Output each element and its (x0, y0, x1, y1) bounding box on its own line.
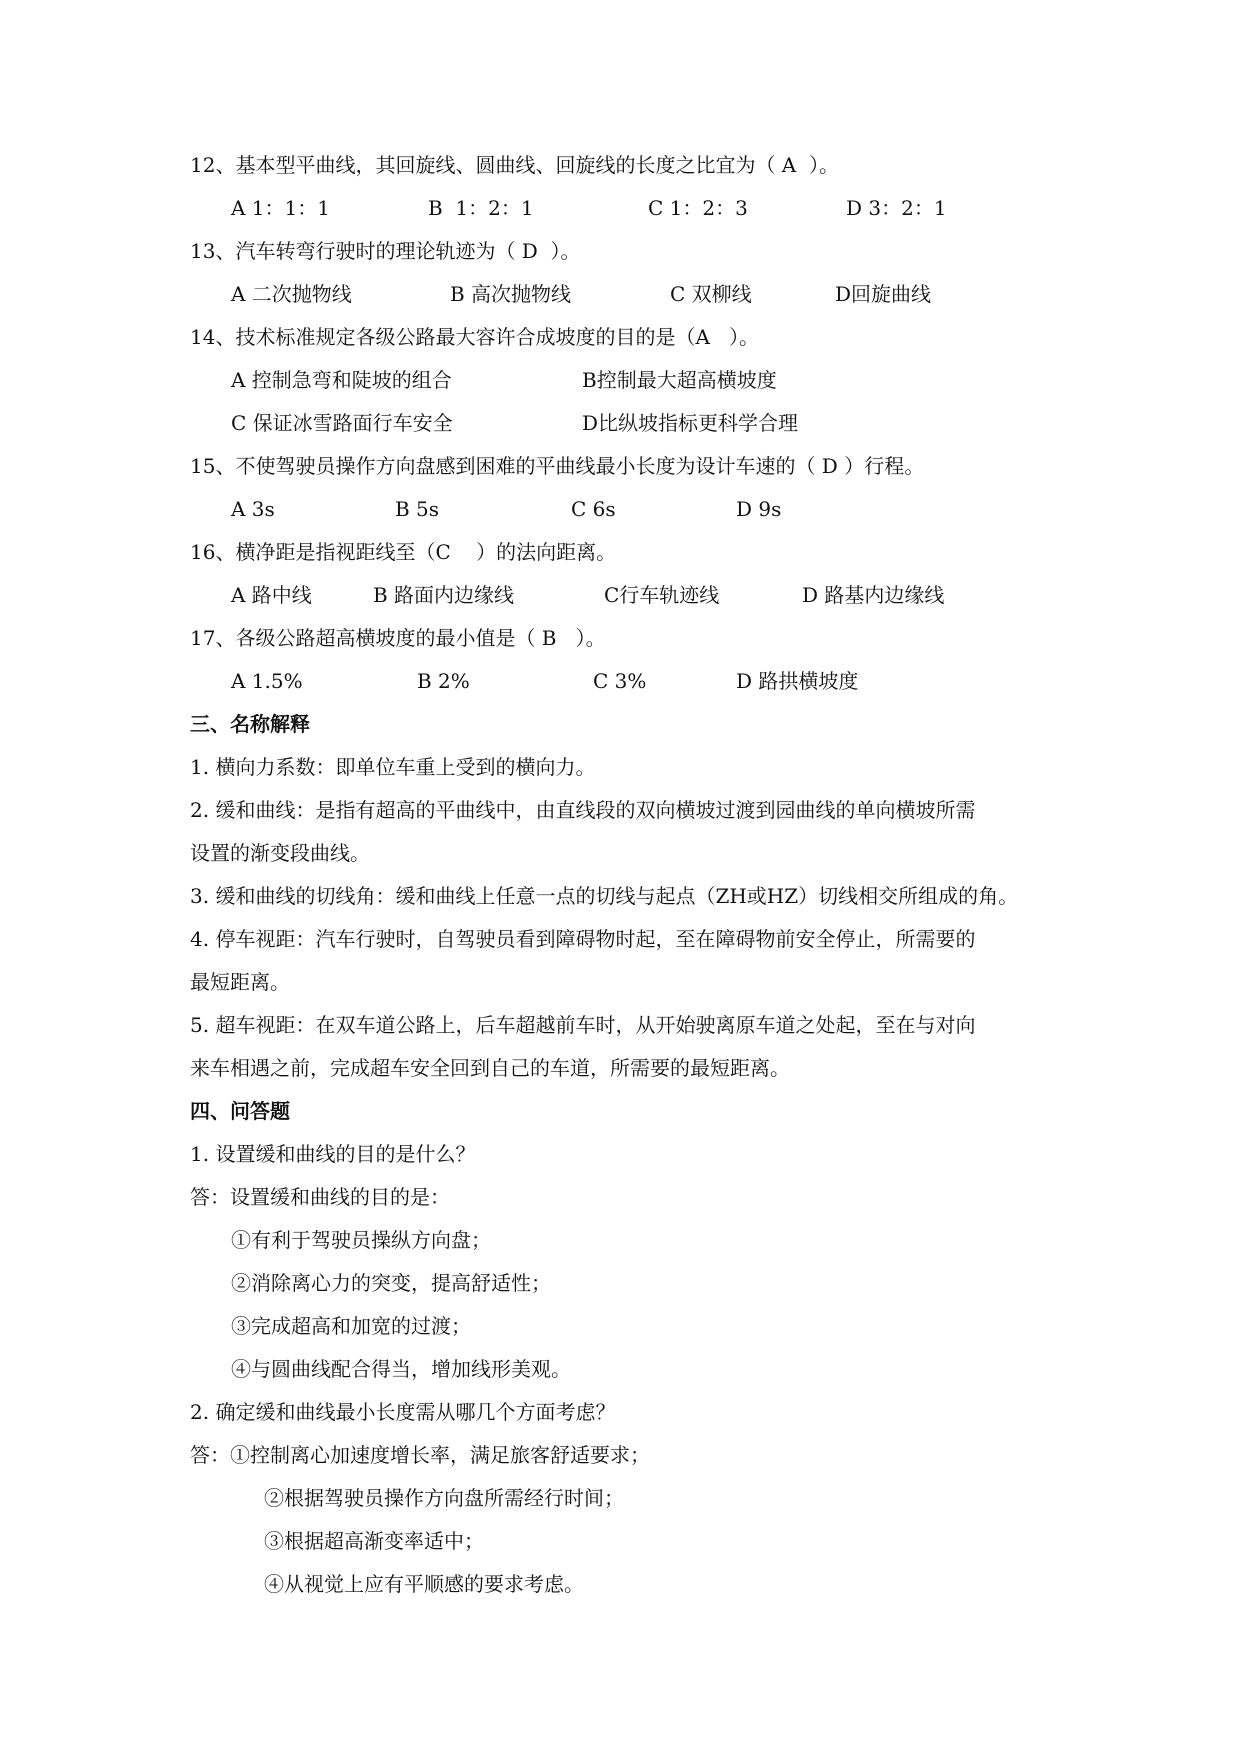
option-c: C 3% (593, 669, 647, 693)
option-b: B 2% (417, 669, 470, 693)
option-c: C 1：2：3 (648, 196, 748, 220)
answer-point: ②消除离心力的突变，提高舒适性； (231, 1271, 551, 1295)
definition-line: 5. 超车视距：在双车道公路上，后车超越前车时，从开始驶离原车道之处起，至在与对向 (190, 1013, 976, 1037)
option-a: A 1.5% (231, 669, 303, 693)
option-d: D比纵坡指标更科学合理 (582, 411, 799, 435)
option-d: D 3：2：1 (846, 196, 947, 220)
question-line: 1. 设置缓和曲线的目的是什么？ (190, 1142, 476, 1166)
answer-point: ④从视觉上应有平顺感的要求考虑。 (264, 1572, 584, 1596)
option-b: B 高次抛物线 (450, 282, 572, 306)
question-13-stem: 13、汽车转弯行驶时的理论轨迹为（ D ）。 (190, 239, 581, 263)
option-d: D 路基内边缘线 (802, 583, 945, 607)
option-b: B 1：2：1 (428, 196, 534, 220)
answer-point: ③根据超高渐变率适中； (264, 1529, 484, 1553)
definition-line: 最短距离。 (190, 970, 290, 994)
option-c: C 保证冰雪路面行车安全 (231, 411, 453, 435)
option-d: D 9s (736, 497, 782, 521)
question-15-stem: 15、不使驾驶员操作方向盘感到困难的平曲线最小长度为设计车速的（ D ）行程。 (190, 454, 925, 478)
question-16-stem: 16、横净距是指视距线至（C ）的法向距离。 (190, 540, 617, 564)
answer-line: 答：①控制离心加速度增长率，满足旅客舒适要求； (190, 1443, 650, 1467)
option-c: C 6s (571, 497, 616, 521)
option-a: A 1：1：1 (231, 196, 330, 220)
option-c: C 双柳线 (670, 282, 752, 306)
option-a: A 路中线 (231, 583, 312, 607)
section-heading: 四、问答题 (190, 1099, 290, 1123)
definition-line: 2. 缓和曲线：是指有超高的平曲线中，由直线段的双向横坡过渡到园曲线的单向横坡所需 (190, 798, 976, 822)
option-c: C行车轨迹线 (604, 583, 720, 607)
question-17-stem: 17、各级公路超高横坡度的最小值是（ B ）。 (190, 626, 606, 650)
option-d: D回旋曲线 (835, 282, 932, 306)
option-a: A 二次抛物线 (231, 282, 352, 306)
option-d: D 路拱横坡度 (736, 669, 859, 693)
section-heading: 三、名称解释 (190, 712, 310, 736)
option-a: A 3s (231, 497, 275, 521)
question-line: 2. 确定缓和曲线最小长度需从哪几个方面考虑？ (190, 1400, 616, 1424)
answer-point: ④与圆曲线配合得当，增加线形美观。 (231, 1357, 571, 1381)
definition-line: 来车相遇之前，完成超车安全回到自己的车道，所需要的最短距离。 (190, 1056, 790, 1080)
option-b: B 5s (395, 497, 440, 521)
answer-point: ②根据驾驶员操作方向盘所需经行时间； (264, 1486, 624, 1510)
answer-line: 答：设置缓和曲线的目的是： (190, 1185, 450, 1209)
definition-line: 3. 缓和曲线的切线角：缓和曲线上任意一点的切线与起点（ZH或HZ）切线相交所组成的角。 (190, 884, 1019, 908)
option-a: A 控制急弯和陡坡的组合 (231, 368, 452, 392)
definition-line: 1. 横向力系数：即单位车重上受到的横向力。 (190, 755, 596, 779)
definition-line: 4. 停车视距：汽车行驶时，自驾驶员看到障碍物时起，至在障碍物前安全停止，所需要的 (190, 927, 976, 951)
option-b: B 路面内边缘线 (373, 583, 515, 607)
option-b: B控制最大超高横坡度 (582, 368, 777, 392)
question-14-stem: 14、技术标准规定各级公路最大容许合成坡度的目的是（A ）。 (190, 325, 759, 349)
question-12-stem: 12、基本型平曲线，其回旋线、圆曲线、回旋线的长度之比宜为（ A ）。 (190, 153, 839, 177)
answer-point: ①有利于驾驶员操纵方向盘； (231, 1228, 491, 1252)
definition-line: 设置的渐变段曲线。 (190, 841, 370, 865)
answer-point: ③完成超高和加宽的过渡； (231, 1314, 471, 1338)
